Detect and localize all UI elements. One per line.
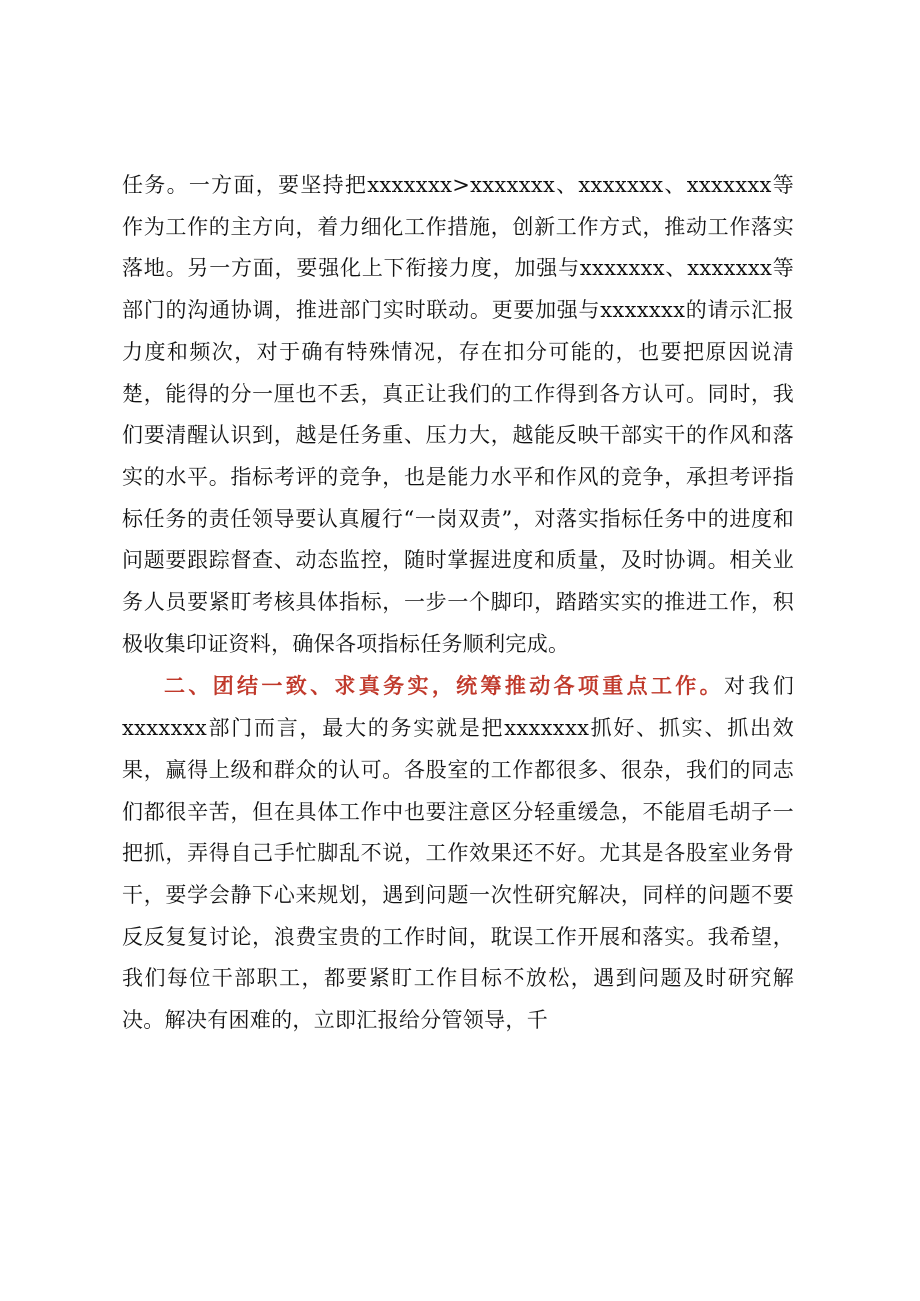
paragraph-2 [122, 665, 794, 1041]
document-body [122, 165, 794, 1042]
section-heading-2: 二、团结一致、求真务实，统筹推动各项重点工作。 [164, 673, 724, 699]
paragraph-1 [122, 165, 794, 665]
paragraph-2-text: 对我们xxxxxxx部门而言，最大的务实就是把xxxxxxx抓好、抓实、抓出效果，赢得上级和群众的认可。各股室的工作都很多、很杂，我们的同志们都很辛苦，但在具体工作中也要注意区分轻重缓急，不能眉毛胡子一把抓，弄得自己手忙脚乱不说，工作效果还不好。尤其是各股室业务骨干，要学会静下心来规划，遇到问题一次性研究解决，同样的问题不要反反复复讨论，浪费宝贵的工作时间，耽误工作开展和落实。我希望，我们每位干部职工，都要紧盯工作目标不放松，遇到问题及时研究解决。解决有困难的，立即汇报给分管领导，千 [122, 674, 794, 1033]
paragraph-1-text: 任务。一方面，要坚持把xxxxxxx>xxxxxxx、xxxxxxx、xxxxxxx等作为工作的主方向，着力细化工作措施，创新工作方式，推动工作落实落地。另一方面，要强化上下衔接力度，加强与xxxxxxx、xxxxxxx等部门的沟通协调，推进部门实时联动。更要加强与xxxxxxx的请示汇报力度和频次，对于确有特殊情况，存在扣分可能的，也要把原因说清楚，能得的分一厘也不丢，真正让我们的工作得到各方认可。同时，我们要清醒认识到，越是任务重、压力大，越能反映干部实干的作风和落实的水平。指标考评的竞争，也是能力水平和作风的竞争，承担考评指标任务的责任领导要认真履行“一岗双责”，对落实指标任务中的进度和问题要跟踪督查、动态监控，随时掌握进度和质量，及时协调。相关业务人员要紧盯考核具体指标，一步一个脚印，踏踏实实的推进工作，积极收集印证资料，确保各项指标任务顺利完成。 [122, 173, 794, 656]
